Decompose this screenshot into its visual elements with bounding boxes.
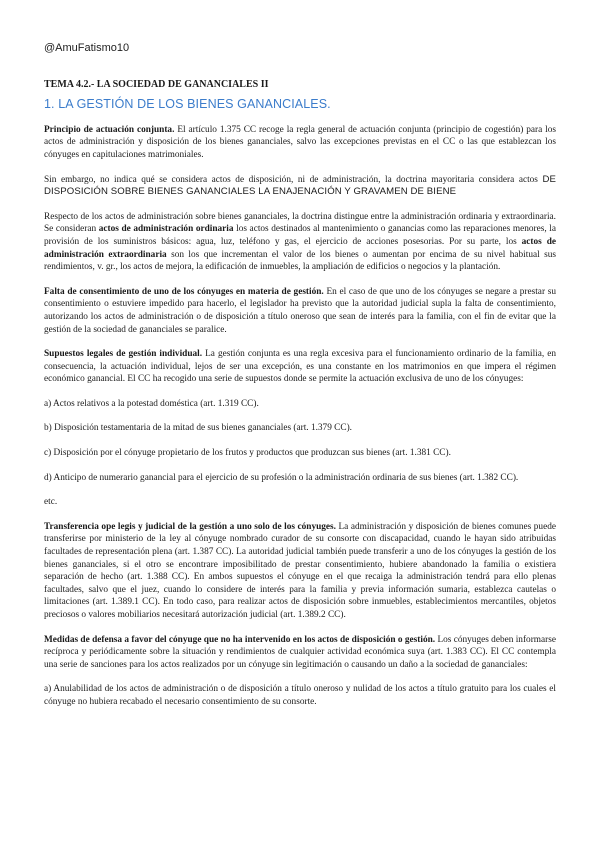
paragraph-text: La administración y disposición de bienes comunes puede transferirse por ministerio de la ley al cónyuge nombrado curador de su consorte con discapacidad, cuando le hayan sido atribuidas facultades de representación plena (art. 1.387 CC). La autoridad judicial también puede transferir a uno de los cónyuges la gestión de los bienes gananciales, si el otro se encontrare imposibilitado de prestar consentimiento, hubiere abandonado la familia o existiera separación de hecho (art. 1.388 CC). En ambos supuestos el cónyuge en el que recaiga la administración tendrá para ello plenas facultades, salvo que el juez, cuando lo considere de interés para la familia y previa información sumaria, establezca cautelas o limitaciones (art. 1.389.1 CC). En todo caso, para realizar actos de disposición sobre inmuebles, establecimientos mercantiles, objetos preciosos o valores mobiliarios necesitará autorización judicial (art. 1.389.2 CC).: [44, 521, 556, 620]
paragraph-administracion: [44, 211, 556, 274]
paragraph-falta-consentimiento: [44, 286, 556, 336]
paragraph-text: Los cónyuges deben informarse recíproca y periódicamente sobre la situación y rendimientos de cualquier actividad económica suya (art. 1.383 CC). El CC contempla una serie de sanciones para los actos realizados por un cónyuge sin legitimación o causando un daño a la sociedad de gananciales:: [44, 634, 556, 670]
paragraph-caps-text: DE DISPOSICIÓN SOBRE BIENES GANANCIALES LA ENAJENACIÓN Y GRAVAMEN DE BIENE: [44, 173, 556, 198]
paragraph-text: Sin embargo, no indica qué se considera actos de disposición, ni de administración, la doctrina mayoritaria considera actos: [44, 174, 543, 185]
list-item: d) Anticipo de numerario ganancial para el ejercicio de su profesión o la administración ordinaria de sus bienes (art. 1.382 CC).: [44, 472, 519, 483]
section-heading: 1. LA GESTIÓN DE LOS BIENES GANANCIALES.: [44, 97, 331, 112]
paragraph-gestion-individual: [44, 348, 556, 386]
paragraph-text: Respecto de los actos de administración sobre bienes gananciales, la doctrina distingue entre la administración ordinaria y extraordinaria. Se consideran: [44, 211, 556, 235]
list-item: c) Disposición por el cónyuge propietario de los frutos y productos que produzcan sus bienes (art. 1.381 CC).: [44, 448, 451, 459]
paragraph-lead: Medidas de defensa a favor del cónyuge que no ha intervenido en los actos de disposición o gestión.: [44, 634, 436, 645]
paragraph-text: En el caso de que uno de los cónyuges se negare a prestar su consentimiento o estuviere impedido para hacerlo, el legislador ha previsto que la autoridad judicial supla la falta de consentimiento, autorizando los actos de administración o de disposición a título oneroso que sean de interés para la familia, con el fin de evitar que la gestión de la sociedad de gananciales se paralice.: [44, 286, 556, 335]
list-item: b) Disposición testamentaria de la mitad de sus bienes gananciales (art. 1.379 CC).: [44, 423, 353, 434]
paragraph-lead: Supuestos legales de gestión individual.: [44, 349, 203, 360]
paragraph-text: El artículo 1.375 CC recoge la regla general de actuación conjunta (principio de cogestión) para los actos de administración y disposición de los bienes gananciales, salvo las excepciones previstas en el CC o las que establezcan los cónyuges en capitulaciones matrimoniales.: [44, 124, 557, 160]
paragraph-lead: Principio de actuación conjunta.: [44, 124, 175, 135]
paragraph-actos-disposicion: [44, 174, 556, 199]
paragraph-anulabilidad: a) Anulabilidad de los actos de administración o de disposición a título oneroso y nulidad de los actos a título gratuito para los cuales el cónyuge no hubiera recabado el necesario consentimiento de su consorte.: [44, 684, 556, 707]
paragraph-lead: Falta de consentimiento de uno de los cónyuges en materia de gestión.: [44, 286, 324, 297]
bold-term-ordinaria: actos de administración ordinaria: [98, 224, 234, 235]
paragraph-medidas-defensa: [44, 634, 556, 672]
paragraph-text: son los que incrementan el valor de los bienes o aumentan por encima de su nivel habitual sus rendimientos, v. gr., los actos de mejora, la edificación de inmuebles, la ampliación de edificios o negocios y la plantación.: [44, 249, 556, 273]
author-handle: @AmuFatismo10: [44, 42, 130, 54]
list-item: a) Actos relativos a la potestad doméstica (art. 1.319 CC).: [44, 398, 259, 409]
paragraph-text: La gestión conjunta es una regla excesiva para el funcionamiento ordinario de la familia, en consecuencia, la actuación individual, lejos de ser una excepción, es una constante en los matrimonios en que impera el régimen económico ganancial. El CC ha recogido una serie de supuestos donde se permite la actuación exclusiva de uno de los cónyuges:: [44, 349, 556, 385]
paragraph-transferencia: [44, 521, 556, 622]
paragraph-lead: Transferencia ope legis y judicial de la gestión a uno solo de los cónyuges.: [44, 521, 336, 532]
paragraph-principio-actuacion: [44, 124, 556, 162]
bold-term-extraordinaria: actos de administración extraordinaria: [44, 236, 556, 260]
topic-title: TEMA 4.2.- LA SOCIEDAD DE GANANCIALES II: [44, 78, 269, 90]
list-item: etc.: [44, 497, 58, 508]
paragraph-text: los actos destinados al mantenimiento o ganancias como las reparaciones menores, la provisión de los suministros básicos: agua, luz, teléfono y gas, el ejercicio de acciones posesorias. Por su parte, los: [44, 224, 556, 247]
